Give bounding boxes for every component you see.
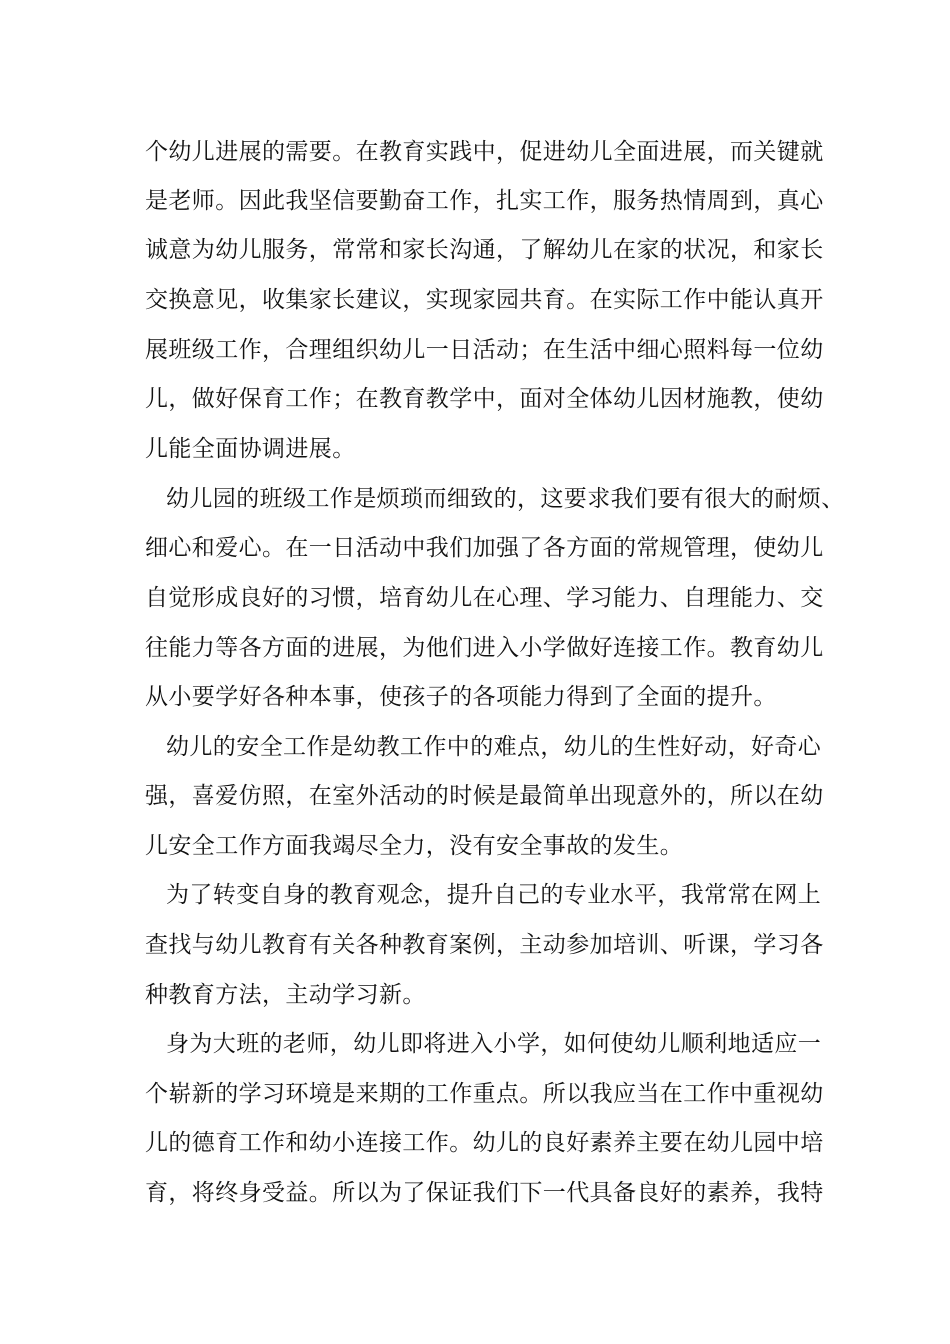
text-line: 个崭新的学习环境是来期的工作重点。所以我应当在工作中重视幼 bbox=[145, 1081, 824, 1107]
text-line: 育，将终身受益。所以为了保证我们下一代具备良好的素养，我特 bbox=[145, 1180, 824, 1206]
paragraph-first-line: 幼儿园的班级工作是烦琐而细致的，这要求我们要有很大的耐烦、 bbox=[166, 486, 845, 512]
text-line: 儿能全面协调进展。 bbox=[145, 436, 356, 462]
text-line: 诚意为幼儿服务，常常和家长沟通，了解幼儿在家的状况，和家长 bbox=[145, 237, 824, 263]
text-line: 从小要学好各种本事，使孩子的各项能力得到了全面的提升。 bbox=[145, 684, 777, 710]
text-line: 细心和爱心。在一日活动中我们加强了各方面的常规管理，使幼儿 bbox=[145, 535, 824, 561]
text-line: 儿，做好保育工作；在教育教学中，面对全体幼儿因材施教，使幼 bbox=[145, 386, 824, 412]
text-line: 展班级工作，合理组织幼儿一日活动；在生活中细心照料每一位幼 bbox=[145, 337, 824, 363]
text-line: 个幼儿进展的需要。在教育实践中，促进幼儿全面进展，而关键就 bbox=[145, 139, 824, 165]
text-line: 种教育方法，主动学习新。 bbox=[145, 982, 426, 1008]
text-line: 查找与幼儿教育有关各种教育案例，主动参加培训、听课，学习各 bbox=[145, 932, 824, 958]
text-line: 是老师。因此我坚信要勤奋工作，扎实工作，服务热情周到，真心 bbox=[145, 188, 824, 214]
paragraph-first-line: 幼儿的安全工作是幼教工作中的难点，幼儿的生性好动，好奇心 bbox=[166, 734, 822, 760]
paragraph-first-line: 身为大班的老师，幼儿即将进入小学，如何使幼儿顺利地适应一 bbox=[166, 1031, 822, 1057]
text-line: 儿安全工作方面我竭尽全力，没有安全事故的发生。 bbox=[145, 833, 684, 859]
text-line: 强，喜爱仿照，在室外活动的时候是最简单出现意外的，所以在幼 bbox=[145, 783, 824, 809]
text-line: 交换意见，收集家长建议，实现家园共育。在实际工作中能认真开 bbox=[145, 287, 824, 313]
text-line: 自觉形成良好的习惯，培育幼儿在心理、学习能力、自理能力、交 bbox=[145, 585, 824, 611]
text-line: 儿的德育工作和幼小连接工作。幼儿的良好素养主要在幼儿园中培 bbox=[145, 1130, 824, 1156]
paragraph-first-line: 为了转变自身的教育观念，提升自己的专业水平，我常常在网上 bbox=[166, 882, 822, 908]
text-line: 往能力等各方面的进展，为他们进入小学做好连接工作。教育幼儿 bbox=[145, 635, 824, 661]
